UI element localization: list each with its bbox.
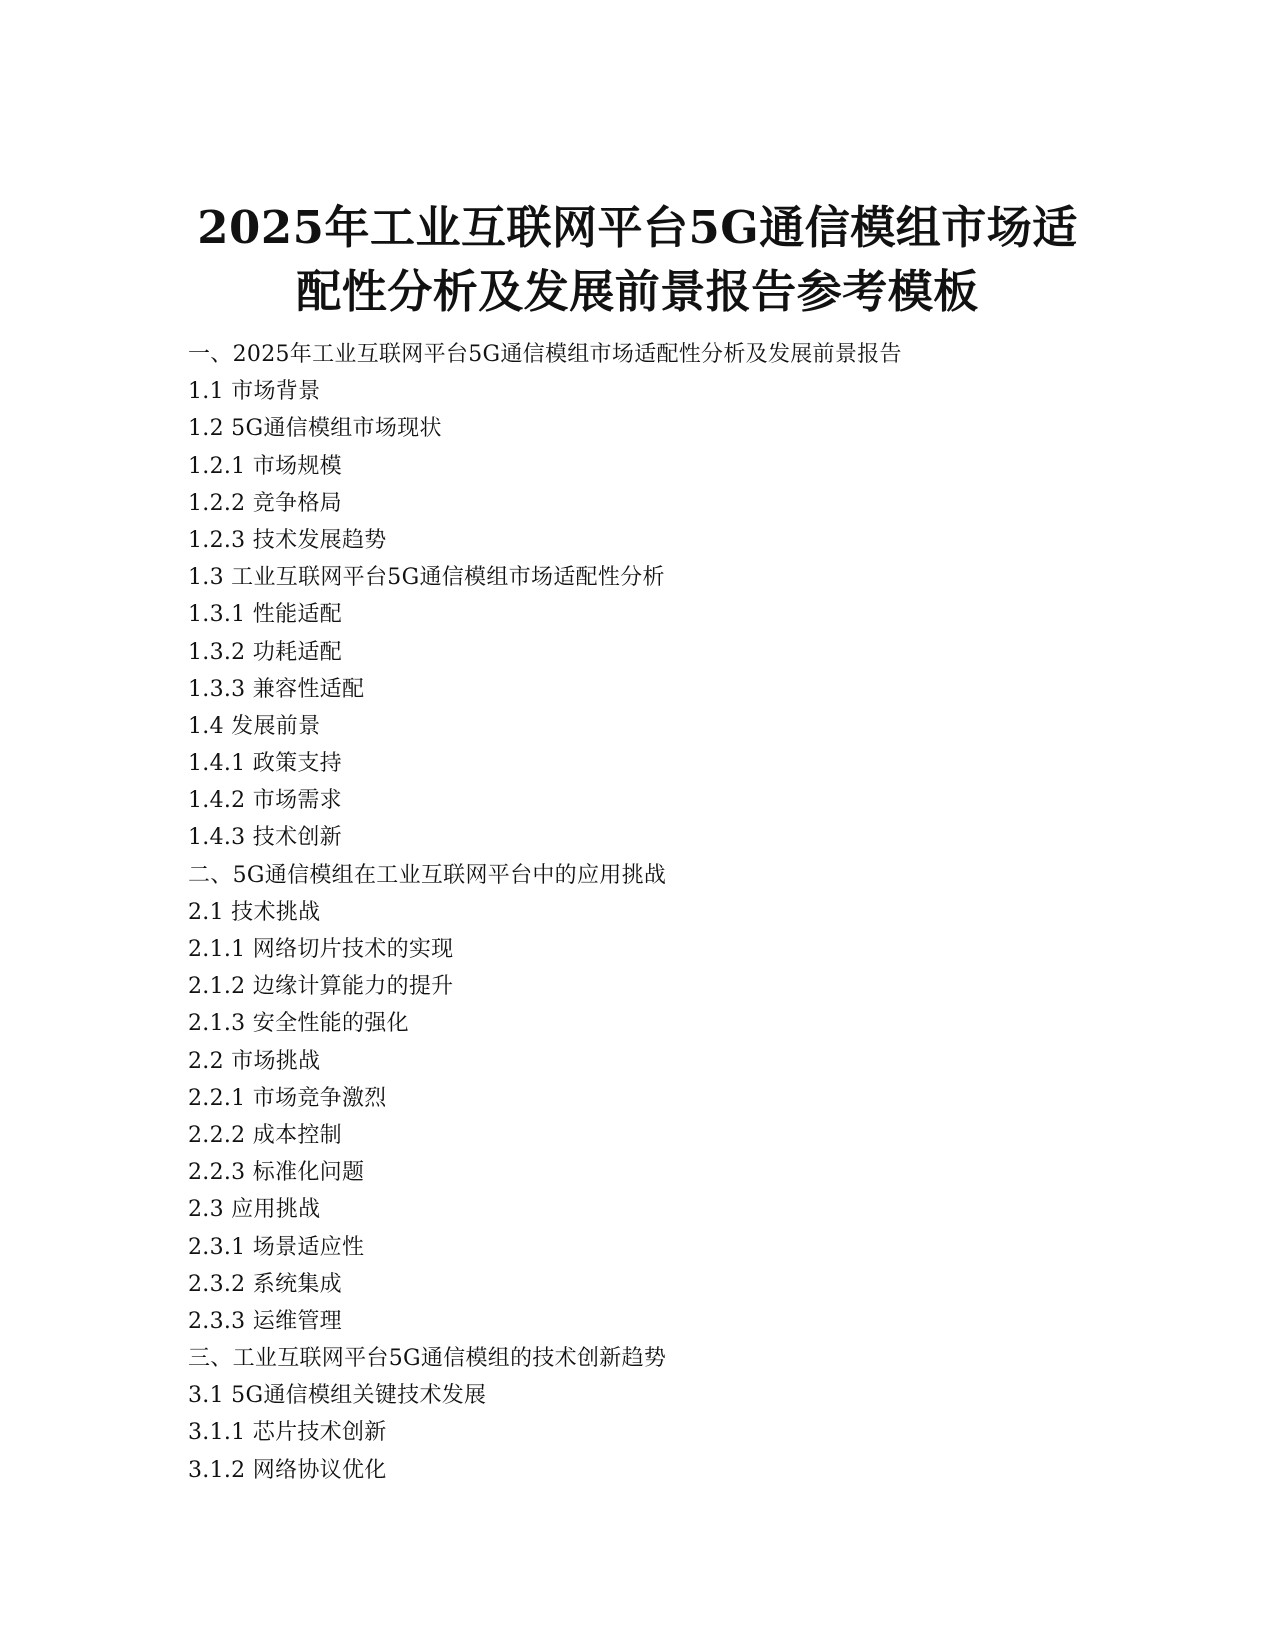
toc-item: 1.3 工业互联网平台5G通信模组市场适配性分析 — [188, 565, 665, 591]
toc-item: 三、工业互联网平台5G通信模组的技术创新趋势 — [188, 1346, 667, 1372]
toc-item: 2.2.1 市场竞争激烈 — [188, 1085, 387, 1111]
toc-item: 二、5G通信模组在工业互联网平台中的应用挑战 — [188, 862, 667, 888]
toc-item: 2.3.1 场景适应性 — [188, 1234, 365, 1260]
toc-item: 3.1.1 芯片技术创新 — [188, 1420, 387, 1446]
toc-item: 2.3 应用挑战 — [188, 1197, 321, 1223]
toc-item: 3.1 5G通信模组关键技术发展 — [188, 1383, 487, 1409]
toc-item: 2.2.3 标准化问题 — [188, 1160, 365, 1186]
document-title — [150, 196, 1125, 324]
toc-item: 2.1.2 边缘计算能力的提升 — [188, 974, 454, 1000]
toc-item: 2.2.2 成本控制 — [188, 1122, 342, 1148]
toc-item: 1.3.3 兼容性适配 — [188, 676, 365, 702]
toc-item: 1.2.2 竞争格局 — [188, 490, 342, 516]
toc-item: 1.3.1 性能适配 — [188, 602, 342, 628]
toc-item: 2.1.3 安全性能的强化 — [188, 1011, 409, 1037]
toc-item: 1.4 发展前景 — [188, 713, 321, 739]
toc-item: 1.2 5G通信模组市场现状 — [188, 416, 442, 442]
toc-item: 2.1 技术挑战 — [188, 899, 321, 925]
toc-item: 1.2.1 市场规模 — [188, 453, 342, 479]
toc-item: 1.1 市场背景 — [188, 379, 321, 405]
toc-item: 1.4.2 市场需求 — [188, 788, 342, 814]
toc-item: 2.3.2 系统集成 — [188, 1271, 342, 1297]
toc-item: 2.3.3 运维管理 — [188, 1308, 342, 1334]
toc-item: 2.1.1 网络切片技术的实现 — [188, 937, 454, 962]
toc-item: 1.4.1 政策支持 — [188, 751, 342, 777]
document-title-line-1: 2025年工业互联网平台5G通信模组市场适 — [197, 201, 1078, 254]
toc-item: 一、2025年工业互联网平台5G通信模组市场适配性分析及发展前景报告 — [188, 342, 902, 367]
toc-item: 1.3.2 功耗适配 — [188, 639, 342, 665]
document-title-line-2: 配性分析及发展前景报告参考模板 — [296, 265, 979, 318]
toc-item: 3.1.2 网络协议优化 — [188, 1457, 387, 1483]
toc-item: 1.4.3 技术创新 — [188, 825, 342, 851]
toc-item: 2.2 市场挑战 — [188, 1048, 321, 1074]
toc-item: 1.2.3 技术发展趋势 — [188, 527, 387, 553]
table-of-contents — [188, 336, 902, 1489]
